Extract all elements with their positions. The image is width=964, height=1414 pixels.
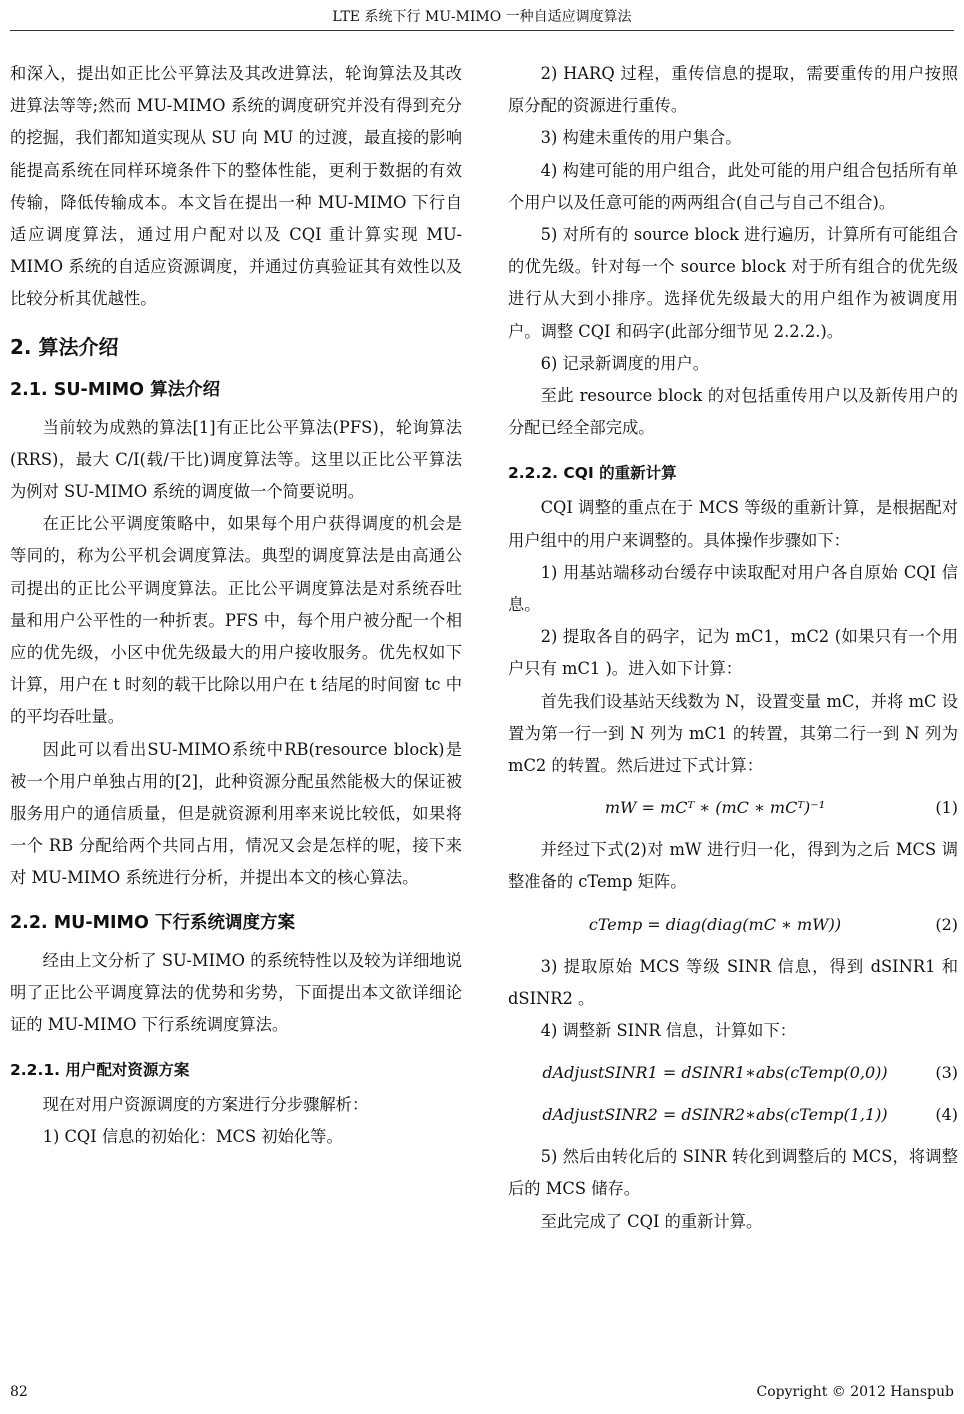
paragraph: 首先我们设基站天线数为 N，设置变量 mC，并将 mC 设置为第一行一到 N 列为 mC1 的转置，其第二行一到 N 列为 mC2 的转置。然后进过下式计算： (508, 691, 958, 776)
header-rule (10, 30, 954, 31)
equation-number: (3) (935, 1063, 958, 1083)
equation-body: dAdjustSINR2 = dSINR2∗abs(cTemp(1,1)) (542, 1105, 888, 1125)
equation-body: mW = mCᵀ ∗ (mC ∗ mCᵀ)⁻¹ (604, 798, 826, 818)
left-column (10, 58, 462, 1154)
equation-number: (2) (935, 914, 958, 934)
right-column (508, 58, 958, 1238)
page-number: 82 (10, 1384, 28, 1400)
step-item: 3) 构建未重传的用户集合。 (540, 128, 742, 148)
paragraph: 并经过下式(2)对 mW 进行归一化，得到为之后 MCS 调整准备的 cTemp 矩阵。 (508, 840, 958, 892)
equation-1 (508, 792, 958, 824)
running-header: LTE 系统下行 MU-MIMO 一种自适应调度算法 (332, 9, 632, 25)
step-item: 3) 提取原始 MCS 等级 SINR 信息，得到 dSINR1 和 dSINR2 。 (508, 956, 958, 1008)
equation-number: (4) (935, 1105, 958, 1125)
step-item: 2) HARQ 过程，重传信息的提取，需要重传的用户按照原分配的资源进行重传。 (508, 64, 958, 116)
subsubsection-heading-2-2-1: 2.2.1. 用户配对资源方案 (10, 1061, 190, 1080)
paragraph: 因此可以看出SU-MIMO系统中RB(resource block)是被一个用户单独占用的[2]，此种资源分配虽然能极大的保证被服务用户的通信质量，但是就资源利用率来说比较低，如果将一个 RB 分配给两个共同占用，情况又会是怎样的呢，接下来对 MU-MIMO 系统进行分析，并提出本文的核心算法。 (10, 739, 462, 888)
paragraph: CQI 调整的重点在于 MCS 等级的重新计算，是根据配对用户组中的用户来调整的。具体操作步骤如下： (508, 498, 958, 550)
paragraph: 经由上文分析了 SU-MIMO 的系统特性以及较为详细地说明了正比公平调度算法的优势和劣势，下面提出本文欲详细论证的 MU-MIMO 下行系统调度算法。 (10, 950, 462, 1035)
paragraph: 至此 resource block 的对包括重传用户以及新传用户的分配已经全部完成。 (508, 386, 958, 438)
equation-4 (508, 1099, 958, 1131)
paragraph: 现在对用户资源调度的方案进行分步骤解析： (42, 1095, 369, 1115)
step-item: 1) 用基站端移动台缓存中读取配对用户各自原始 CQI 信息。 (508, 562, 958, 615)
step-item: 4) 构建可能的用户组合，此处可能的用户组合包括所有单个用户以及任意可能的两两组合(自己与自己不组合)。 (508, 160, 958, 212)
equation-body: dAdjustSINR1 = dSINR1∗abs(cTemp(0,0)) (542, 1063, 888, 1083)
paragraph: 至此完成了 CQI 的重新计算。 (540, 1211, 763, 1231)
subsection-heading-2-2: 2.2. MU-MIMO 下行系统调度方案 (10, 912, 295, 933)
step-item: 4) 调整新 SINR 信息，计算如下： (540, 1021, 797, 1041)
equation-2 (508, 909, 958, 941)
equation-number: (1) (935, 798, 958, 818)
step-item: 5) 对所有的 source block 进行遍历，计算所有可能组合的优先级。针对每一个 source block 对于所有组合的优先级进行从大到小排序。选择优先级最大的用户组作为被调度用户。调整 CQI 和码字(此部分细节见 2.2.2.)。 (508, 225, 958, 341)
section-heading: 2. 算法介绍 (10, 334, 119, 359)
paragraph: 当前较为成熟的算法[1]有正比公平算法(PFS)，轮询算法(RRS)，最大 C/I(载/干比)调度算法等。这里以正比公平算法为例对 SU-MIMO 系统的调度做一个简要说明。 (10, 417, 462, 502)
copyright-notice: Copyright © 2012 Hanspub (756, 1384, 954, 1400)
step-item: 1) CQI 信息的初始化：MCS 初始化等。 (42, 1127, 343, 1147)
step-item: 5) 然后由转化后的 SINR 转化到调整后的 MCS，将调整后的 MCS 储存。 (508, 1147, 958, 1199)
subsubsection-heading-2-2-2: 2.2.2. CQI 的重新计算 (508, 464, 677, 483)
equation-3 (508, 1057, 958, 1089)
subsection-heading-2-1: 2.1. SU-MIMO 算法介绍 (10, 379, 221, 400)
step-item: 2) 提取各自的码字，记为 mC1，mC2 (如果只有一个用户只有 mC1 )。进入如下计算： (508, 627, 958, 679)
paragraph: 在正比公平调度策略中，如果每个用户获得调度的机会是等同的，称为公平机会调度算法。典型的调度算法是由高通公司提出的正比公平调度算法。正比公平调度算法是对系统吞吐量和用户公平性的一种折衷。PFS 中，每个用户被分配一个相应的优先级，小区中优先级最大的用户接收服务。优先权如下计算，用户在 t 时刻的载干比除以用户在 t 结尾的时间窗 tc 中的平均吞吐量。 (10, 514, 462, 727)
intro-paragraph: 和深入，提出如正比公平算法及其改进算法，轮询算法及其改进算法等等;然而 MU-MIMO 系统的调度研究并没有得到充分的挖掘，我们都知道实现从 SU 向 MU 的过渡，最直接的影响能提高系统在同样环境条件下的整体性能，更利于数据的有效传输，降低传输成本。本文旨在提出一种 MU-MIMO 下行自适应调度算法，通过用户配对以及 CQI 重计算实现 MU-MIMO 系统的自适应资源调度，并通过仿真验证其有效性以及比较分析其优越性。 (10, 64, 462, 309)
step-item: 6) 记录新调度的用户。 (540, 353, 710, 373)
equation-body: cTemp = diag(diag(mC ∗ mW)) (588, 914, 842, 934)
